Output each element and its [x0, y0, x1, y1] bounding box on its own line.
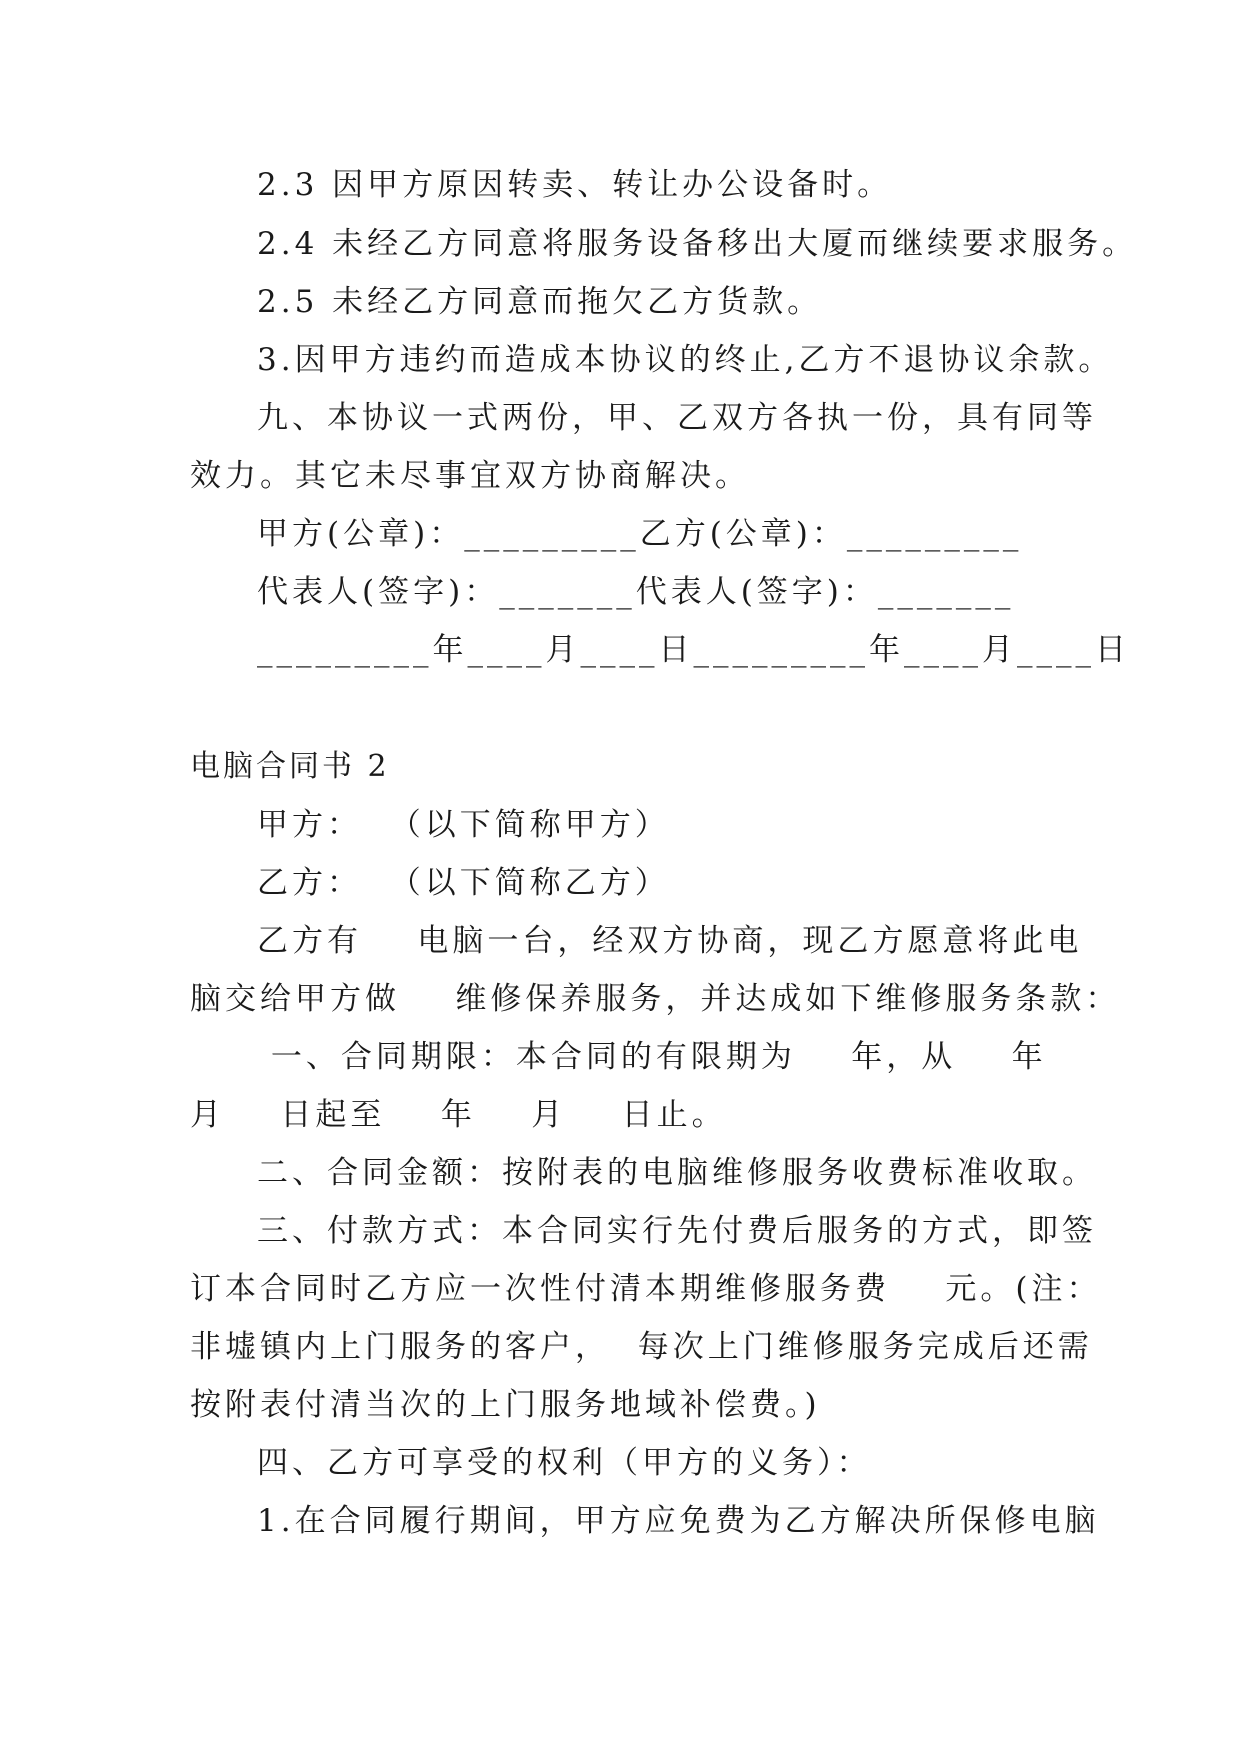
contract-term-line-1: 一、合同期限：本合同的有限期为 年，从 年 [257, 1039, 1047, 1075]
clause-2-4: 2.4 未经乙方同意将服务设备移出大厦而继续要求服务。 [257, 226, 1138, 262]
clause-2-5: 2.5 未经乙方同意而拖欠乙方货款。 [257, 284, 823, 320]
contract-amount-line: 二、合同金额：按附表的电脑维修服务收费标准收取。 [257, 1155, 1097, 1191]
party-b-line: 乙方： （以下简称乙方） [257, 865, 670, 901]
payment-method-line-3: 非墟镇内上门服务的客户， 每次上门维修服务完成后还需 [190, 1329, 1093, 1365]
date-line: _________年____月____日_________年____月____日 [257, 632, 1130, 668]
clause-9-line-1: 九、本协议一式两份，甲、乙双方各执一份，具有同等 [257, 400, 1097, 436]
representative-signature-line: 代表人(签字)：_______代表人(签字)：_______ [257, 574, 1015, 610]
payment-method-line-2: 订本合同时乙方应一次性付清本期维修服务费 元。(注： [190, 1271, 1102, 1307]
payment-method-line-1: 三、付款方式：本合同实行先付费后服务的方式，即签 [257, 1213, 1097, 1249]
party-a-b-seal-line: 甲方(公章)：_________乙方(公章)：_________ [257, 516, 1023, 552]
rights-heading: 四、乙方可享受的权利（甲方的义务）： [257, 1445, 872, 1481]
intro-line-1: 乙方有 电脑一台，经双方协商，现乙方愿意将此电 [257, 923, 1083, 959]
intro-line-2: 脑交给甲方做 维修保养服务，并达成如下维修服务条款： [190, 981, 1121, 1017]
section-title: 电脑合同书 2 [190, 749, 390, 784]
rights-item-1: 1.在合同履行期间，甲方应免费为乙方解决所保修电脑 [257, 1503, 1100, 1539]
party-a-line: 甲方： （以下简称甲方） [257, 807, 670, 843]
clause-3: 3.因甲方违约而造成本协议的终止,乙方不退协议余款。 [257, 342, 1114, 378]
clause-9-line-2: 效力。其它未尽事宜双方协商解决。 [190, 458, 750, 494]
contract-term-line-2: 月 日起至 年 月 日止。 [190, 1097, 727, 1133]
clause-2-3: 2.3 因甲方原因转卖、转让办公设备时。 [257, 167, 893, 203]
payment-method-line-4: 按附表付清当次的上门服务地域补偿费。) [190, 1387, 821, 1423]
